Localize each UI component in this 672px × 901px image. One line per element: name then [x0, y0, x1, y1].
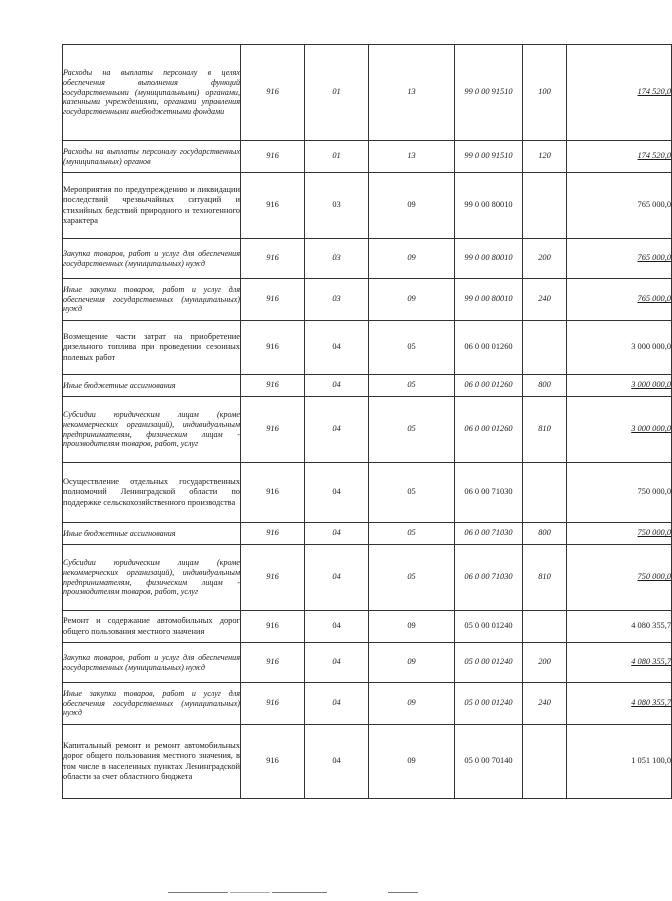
target-article-code-cell: 06 0 00 71030 — [455, 523, 523, 545]
subsection-code-cell: 05 — [369, 375, 455, 397]
grbs-code-cell: 916 — [241, 141, 305, 173]
table-row — [63, 321, 672, 375]
amount-cell: 3 000 000,0 — [567, 321, 672, 375]
section-code-cell: 01 — [305, 141, 369, 173]
target-article-code-cell: 06 0 00 01260 — [455, 375, 523, 397]
grbs-code-cell: 916 — [241, 611, 305, 643]
amount-cell: 765 000,0 — [567, 279, 672, 321]
expense-type-code-cell: 800 — [523, 523, 567, 545]
grbs-code-cell: 916 — [241, 643, 305, 683]
target-article-code-cell: 06 0 00 01260 — [455, 321, 523, 375]
expense-name-cell: Иные закупки товаров, работ и услуг для обеспечения государственных (муниципальных) нужд — [63, 279, 241, 321]
table-row — [63, 239, 672, 279]
expense-name-cell: Субсидии юридическим лицам (кроме некоммерческих организаций), индивидуальным предпринимателям, физическим лицам - производителям товаров, работ, услуг — [63, 397, 241, 463]
grbs-code-cell: 916 — [241, 523, 305, 545]
expense-name-cell: Возмещение части затрат на приобретение дизельного топлива при проведении сезонных полевых работ — [63, 321, 241, 375]
expense-type-code-cell: 200 — [523, 239, 567, 279]
amount-cell: 174 520,0 — [567, 141, 672, 173]
target-article-code-cell: 05 0 00 01240 — [455, 683, 523, 725]
table-row — [63, 683, 672, 725]
table-row — [63, 279, 672, 321]
target-article-code-cell: 06 0 00 71030 — [455, 545, 523, 611]
expense-name-cell: Капитальный ремонт и ремонт автомобильных дорог общего пользования местного значения, в том числе в населенных пунктах Ленинградской области за счет областного бюджета — [63, 725, 241, 799]
expense-name-cell: Мероприятия по предупреждению и ликвидации последствий чрезвычайных ситуаций и стихийных бедствий природного и техногенного характера — [63, 173, 241, 239]
amount-cell: 4 080 355,7 — [567, 643, 672, 683]
table-row — [63, 523, 672, 545]
subsection-code-cell: 09 — [369, 611, 455, 643]
expense-type-code-cell — [523, 173, 567, 239]
target-article-code-cell: 05 0 00 01240 — [455, 611, 523, 643]
target-article-code-cell: 99 0 00 91510 — [455, 45, 523, 141]
target-article-code-cell: 06 0 00 01260 — [455, 397, 523, 463]
expense-type-code-cell — [523, 725, 567, 799]
section-code-cell: 04 — [305, 321, 369, 375]
amount-cell: 3 000 000,0 — [567, 375, 672, 397]
expense-name-cell: Иные закупки товаров, работ и услуг для обеспечения государственных (муниципальных) нужд — [63, 683, 241, 725]
expense-type-code-cell: 120 — [523, 141, 567, 173]
expense-type-code-cell: 810 — [523, 545, 567, 611]
amount-cell: 4 080 355,7 — [567, 683, 672, 725]
amount-cell: 750 000,0 — [567, 463, 672, 523]
grbs-code-cell: 916 — [241, 397, 305, 463]
section-code-cell: 04 — [305, 523, 369, 545]
amount-cell: 174 520,0 — [567, 45, 672, 141]
expense-type-code-cell: 240 — [523, 279, 567, 321]
expense-name-cell: Иные бюджетные ассигнования — [63, 375, 241, 397]
grbs-code-cell: 916 — [241, 173, 305, 239]
subsection-code-cell: 05 — [369, 545, 455, 611]
subsection-code-cell: 13 — [369, 141, 455, 173]
table-row — [63, 141, 672, 173]
amount-cell: 1 051 100,0 — [567, 725, 672, 799]
section-code-cell: 04 — [305, 545, 369, 611]
section-code-cell: 04 — [305, 725, 369, 799]
budget-rows — [63, 45, 672, 799]
target-article-code-cell: 05 0 00 01240 — [455, 643, 523, 683]
subsection-code-cell: 13 — [369, 45, 455, 141]
expense-type-code-cell: 800 — [523, 375, 567, 397]
subsection-code-cell: 09 — [369, 643, 455, 683]
grbs-code-cell: 916 — [241, 279, 305, 321]
amount-cell: 3 000 000,0 — [567, 397, 672, 463]
expense-name-cell: Иные бюджетные ассигнования — [63, 523, 241, 545]
expense-type-code-cell — [523, 463, 567, 523]
target-article-code-cell: 06 0 00 71030 — [455, 463, 523, 523]
grbs-code-cell: 916 — [241, 463, 305, 523]
target-article-code-cell: 99 0 00 80010 — [455, 239, 523, 279]
page-footer-lines — [0, 890, 640, 896]
expense-name-cell: Расходы на выплаты персоналу в целях обеспечения выполнения функций государственными (муниципальными) органами, казенными учреждениями, органами управления государственными внебюджетными фондами — [63, 45, 241, 141]
expense-type-code-cell — [523, 321, 567, 375]
expense-name-cell: Осуществление отдельных государственных полномочий Ленинградской области по поддержке сельскохозяйственного производства — [63, 463, 241, 523]
table-row — [63, 397, 672, 463]
table-row — [63, 375, 672, 397]
target-article-code-cell: 99 0 00 80010 — [455, 279, 523, 321]
table-row — [63, 725, 672, 799]
expense-type-code-cell: 240 — [523, 683, 567, 725]
section-code-cell: 04 — [305, 611, 369, 643]
table-row — [63, 611, 672, 643]
amount-cell: 765 000,0 — [567, 173, 672, 239]
grbs-code-cell: 916 — [241, 725, 305, 799]
section-code-cell: 04 — [305, 683, 369, 725]
section-code-cell: 03 — [305, 239, 369, 279]
expense-name-cell: Закупка товаров, работ и услуг для обеспечения государственных (муниципальных) нужд — [63, 643, 241, 683]
amount-cell: 750 000,0 — [567, 545, 672, 611]
grbs-code-cell: 916 — [241, 239, 305, 279]
table-row — [63, 173, 672, 239]
expense-type-code-cell: 100 — [523, 45, 567, 141]
section-code-cell: 04 — [305, 643, 369, 683]
subsection-code-cell: 05 — [369, 397, 455, 463]
subsection-code-cell: 09 — [369, 279, 455, 321]
table-row — [63, 643, 672, 683]
table-row — [63, 463, 672, 523]
subsection-code-cell: 09 — [369, 725, 455, 799]
subsection-code-cell: 05 — [369, 321, 455, 375]
amount-cell: 4 080 355,7 — [567, 611, 672, 643]
grbs-code-cell: 916 — [241, 321, 305, 375]
expense-type-code-cell: 200 — [523, 643, 567, 683]
section-code-cell: 01 — [305, 45, 369, 141]
expense-name-cell: Закупка товаров, работ и услуг для обеспечения государственных (муниципальных) нужд — [63, 239, 241, 279]
section-code-cell: 03 — [305, 173, 369, 239]
table-row — [63, 545, 672, 611]
subsection-code-cell: 09 — [369, 683, 455, 725]
subsection-code-cell: 05 — [369, 463, 455, 523]
budget-table — [62, 44, 672, 799]
table-row — [63, 45, 672, 141]
grbs-code-cell: 916 — [241, 545, 305, 611]
subsection-code-cell: 09 — [369, 173, 455, 239]
expense-name-cell: Ремонт и содержание автомобильных дорог общего пользования местного значения — [63, 611, 241, 643]
expense-type-code-cell — [523, 611, 567, 643]
grbs-code-cell: 916 — [241, 375, 305, 397]
expense-name-cell: Расходы на выплаты персоналу государственных (муниципальных) органов — [63, 141, 241, 173]
section-code-cell: 04 — [305, 397, 369, 463]
amount-cell: 750 000,0 — [567, 523, 672, 545]
subsection-code-cell: 09 — [369, 239, 455, 279]
expense-type-code-cell: 810 — [523, 397, 567, 463]
section-code-cell: 04 — [305, 463, 369, 523]
subsection-code-cell: 05 — [369, 523, 455, 545]
target-article-code-cell: 05 0 00 70140 — [455, 725, 523, 799]
grbs-code-cell: 916 — [241, 683, 305, 725]
target-article-code-cell: 99 0 00 80010 — [455, 173, 523, 239]
amount-cell: 765 000,0 — [567, 239, 672, 279]
section-code-cell: 04 — [305, 375, 369, 397]
grbs-code-cell: 916 — [241, 45, 305, 141]
expense-name-cell: Субсидии юридическим лицам (кроме некоммерческих организаций), индивидуальным предпринимателям, физическим лицам - производителям товаров, работ, услуг — [63, 545, 241, 611]
section-code-cell: 03 — [305, 279, 369, 321]
target-article-code-cell: 99 0 00 91510 — [455, 141, 523, 173]
